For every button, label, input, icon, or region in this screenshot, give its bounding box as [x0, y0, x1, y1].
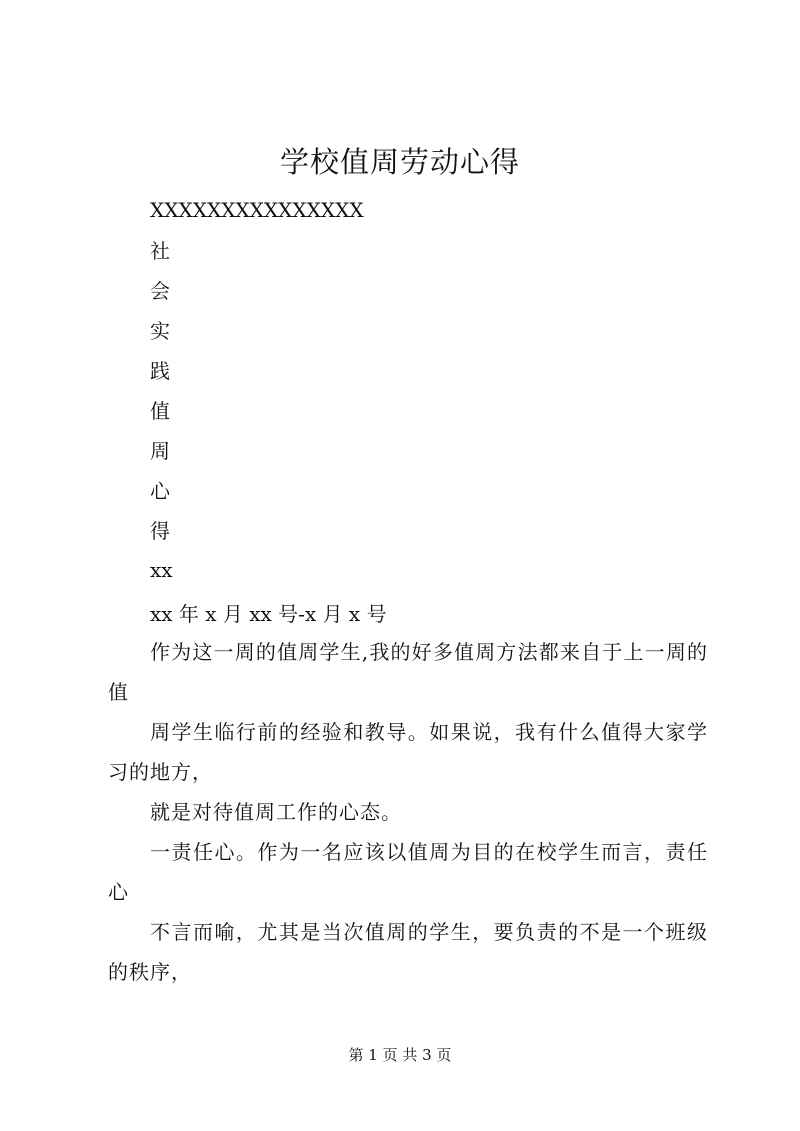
header-line-date: xx 年 x 月 xx 号-x 月 x 号: [150, 602, 387, 626]
page-number-footer: 第 1 页 共 3 页: [348, 1046, 452, 1064]
body-paragraph: 作为这一周的值周学生,我的好多值周方法都来自于上一周的值: [108, 640, 708, 704]
body-paragraph: 周学生临行前的经验和教导。如果说，我有什么值得大家学习的地方，: [108, 720, 708, 784]
header-line-char: 周: [150, 439, 170, 463]
header-line-char: 实: [150, 319, 170, 343]
document-title: 学校值周劳动心得: [279, 145, 520, 179]
header-line-code: XXXXXXXXXXXXXXX: [150, 198, 364, 222]
header-line-char: 会: [150, 279, 170, 303]
header-line-char: 值: [150, 399, 170, 423]
header-line-char: 心: [150, 479, 170, 503]
header-line-char: 得: [150, 519, 170, 543]
header-line-char: 社: [150, 239, 170, 263]
body-paragraph: 不言而喻，尤其是当次值周的学生，要负责的不是一个班级的秩序，: [108, 920, 708, 984]
header-line-char: 践: [150, 359, 170, 383]
body-paragraph: 一责任心。作为一名应该以值周为目的在校学生而言，责任心: [108, 840, 708, 904]
header-line-author: xx: [150, 558, 173, 582]
body-paragraph: 就是对待值周工作的心态。: [150, 800, 402, 824]
